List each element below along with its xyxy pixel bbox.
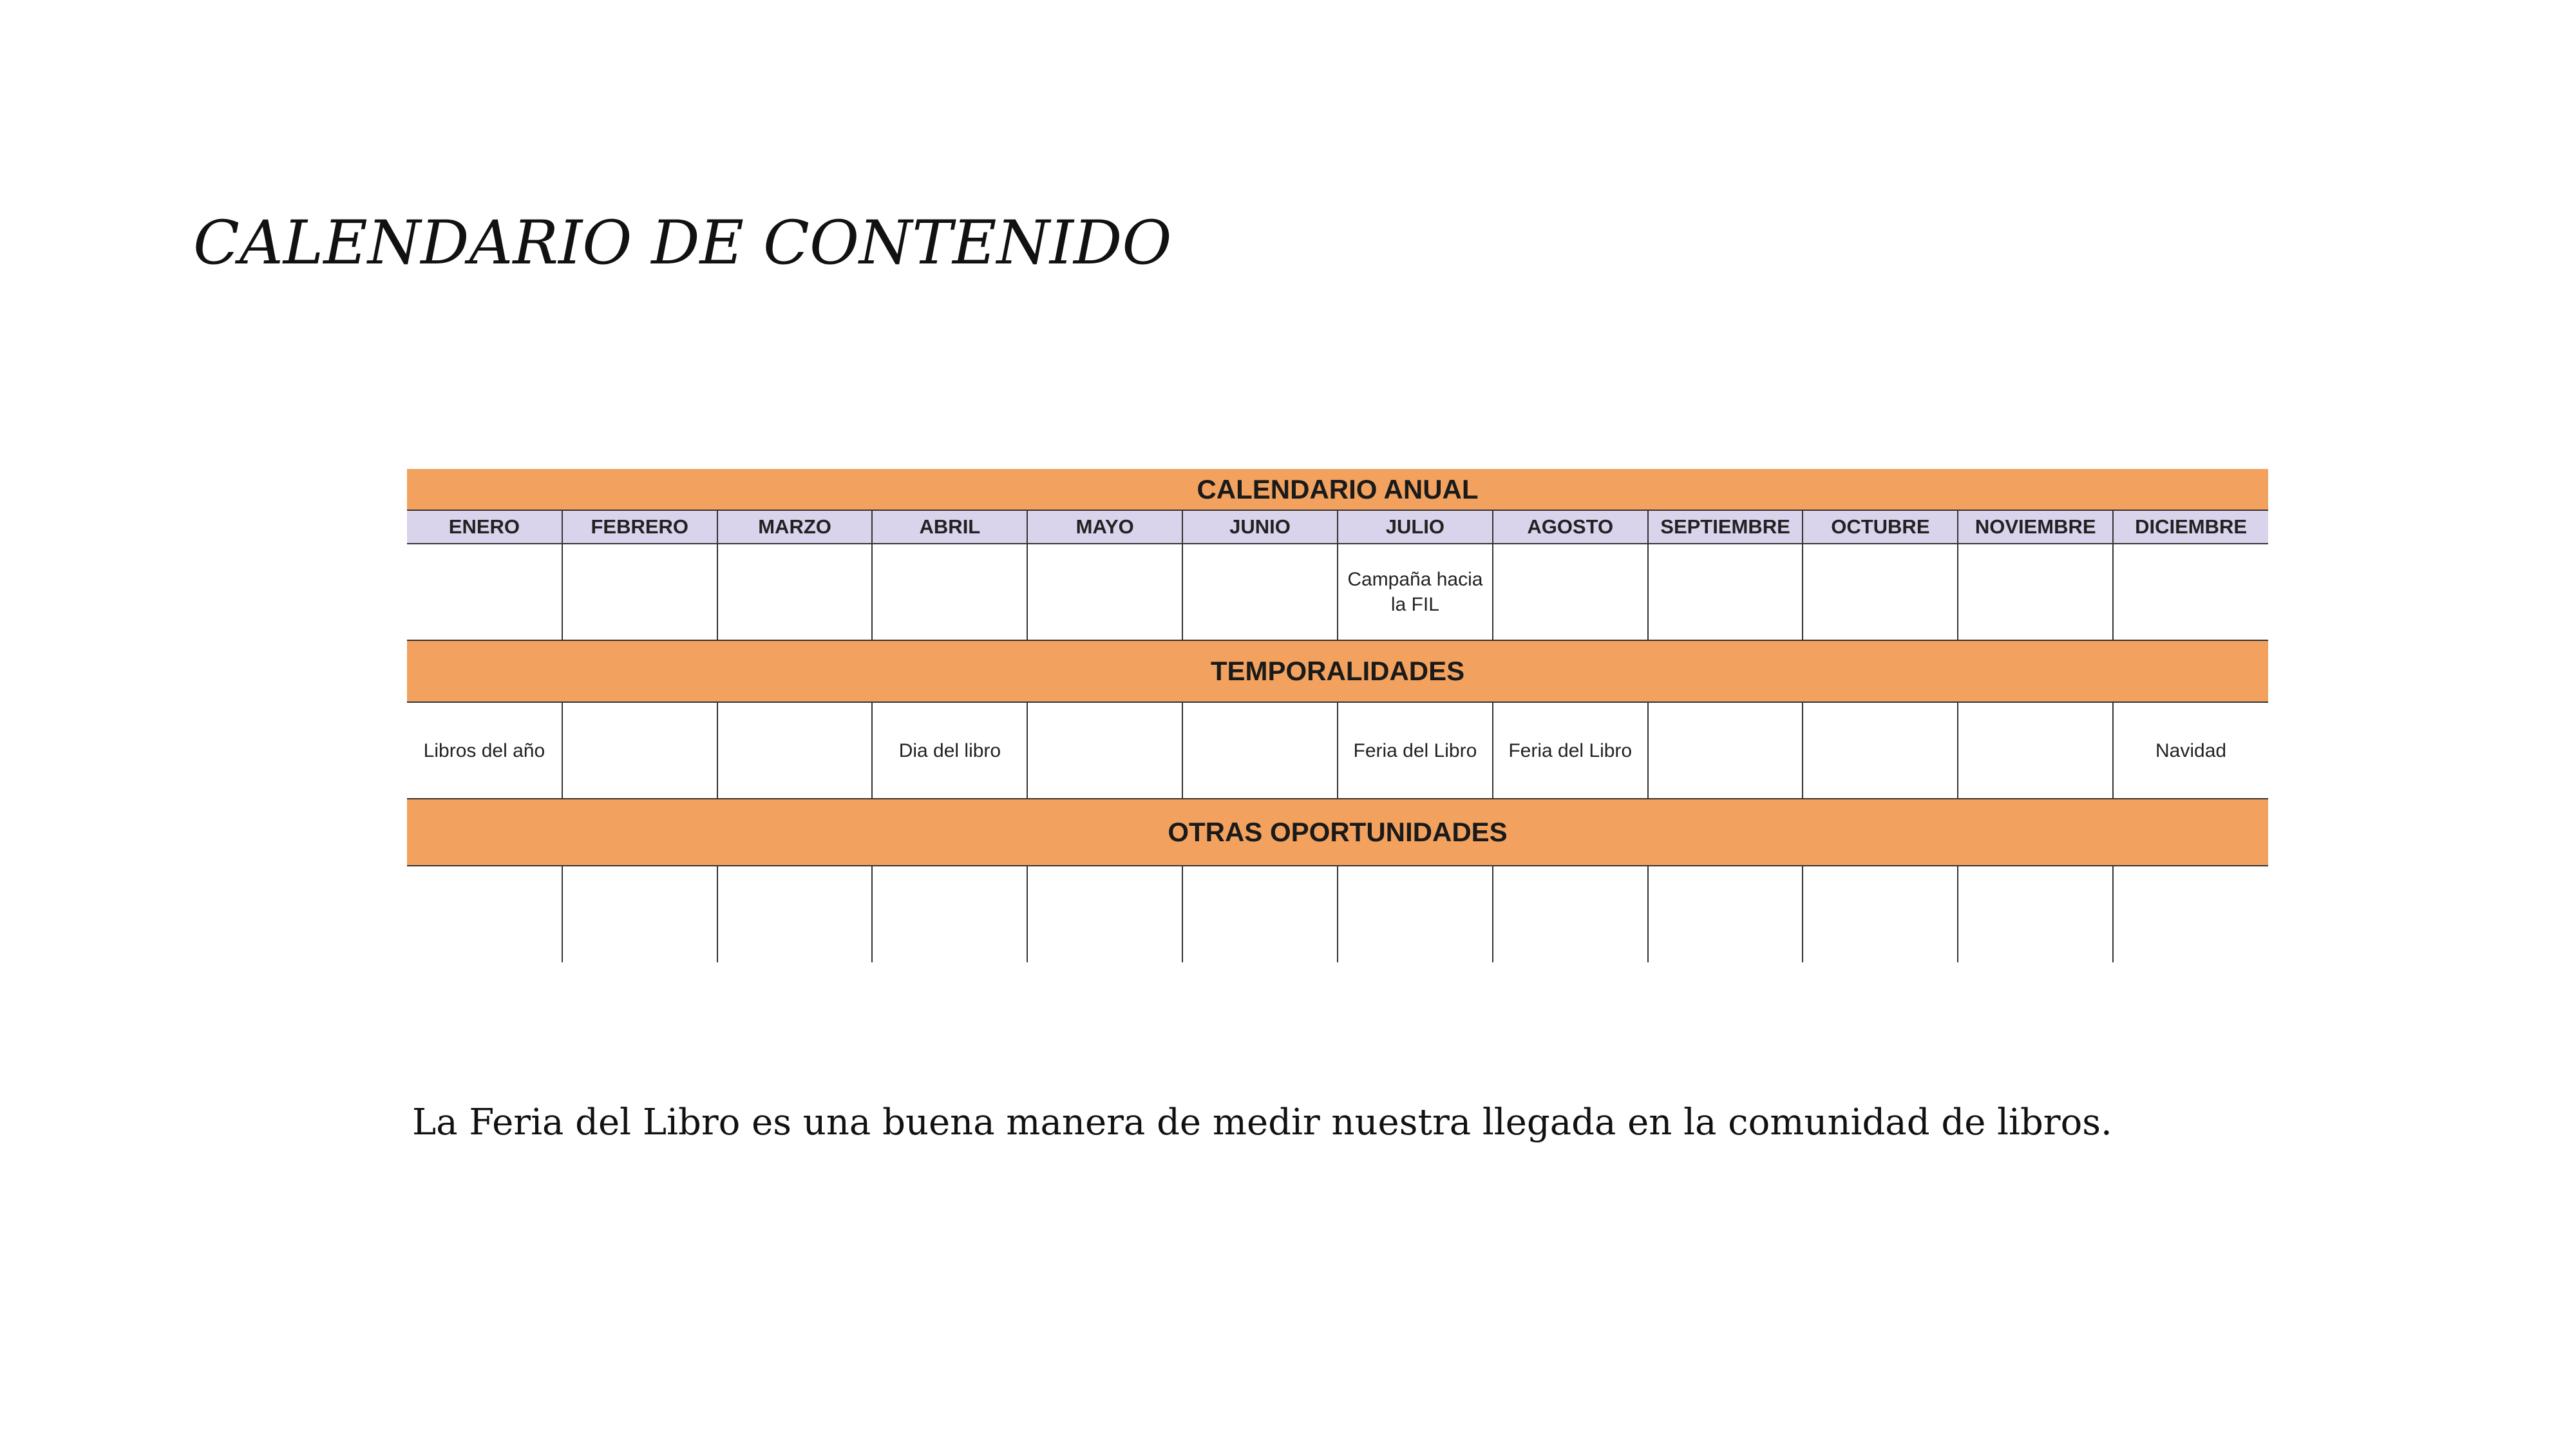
annual-cell [562,544,717,640]
seasonal-cell: Libros del año [407,702,562,799]
annual-cell [2113,544,2268,640]
month-header: OCTUBRE [1803,510,1958,544]
opportunities-cell [1338,866,1493,962]
seasonal-cell: Feria del Libro [1493,702,1648,799]
annual-cell [1027,544,1182,640]
opportunities-cell [872,866,1027,962]
month-header: JULIO [1338,510,1493,544]
opportunities-cell [717,866,873,962]
month-header: SEPTIEMBRE [1648,510,1803,544]
opportunities-cell [407,866,562,962]
annual-cell [1493,544,1648,640]
month-header: NOVIEMBRE [1958,510,2113,544]
seasonal-cell [1958,702,2113,799]
annual-calendar-table [407,469,2268,962]
opportunities-cell [562,866,717,962]
annual-content-row [407,544,2268,640]
seasonal-cell: Dia del libro [872,702,1027,799]
page-title: CALENDARIO DE CONTENIDO [193,208,1172,278]
page-caption: La Feria del Libro es una buena manera de medir nuestra llegada en la comunidad de libros. [412,1102,2112,1143]
month-header: MAYO [1027,510,1182,544]
opportunities-title-row [407,799,2268,866]
seasonal-cell: Navidad [2113,702,2268,799]
seasonal-content-row [407,702,2268,799]
month-header: JUNIO [1182,510,1338,544]
annual-cell [407,544,562,640]
annual-title-row [407,469,2268,510]
seasonal-cell [1027,702,1182,799]
opportunities-cell [1803,866,1958,962]
annual-cell [717,544,873,640]
seasonal-cell: Feria del Libro [1338,702,1493,799]
seasonal-cell [562,702,717,799]
opportunities-content-row [407,866,2268,962]
opportunities-cell [1027,866,1182,962]
opportunities-cell [1493,866,1648,962]
annual-cell [872,544,1027,640]
annual-cell: Campaña hacia la FIL [1338,544,1493,640]
annual-cell [1182,544,1338,640]
month-header: ABRIL [872,510,1027,544]
seasonal-title-row [407,640,2268,702]
annual-cell [1648,544,1803,640]
month-header: AGOSTO [1493,510,1648,544]
annual-cell [1958,544,2113,640]
opportunities-cell [1182,866,1338,962]
opportunities-cell [1648,866,1803,962]
annual-cell [1803,544,1958,640]
month-header: DICIEMBRE [2113,510,2268,544]
opportunities-title: OTRAS OPORTUNIDADES [407,799,2268,866]
opportunities-cell [2113,866,2268,962]
month-header-row [407,510,2268,544]
seasonal-cell [1182,702,1338,799]
month-header: ENERO [407,510,562,544]
opportunities-cell [1958,866,2113,962]
month-header: MARZO [717,510,873,544]
seasonal-cell [717,702,873,799]
month-header: FEBRERO [562,510,717,544]
seasonal-cell [1803,702,1958,799]
seasonal-title: TEMPORALIDADES [407,640,2268,702]
seasonal-cell [1648,702,1803,799]
annual-calendar-title: CALENDARIO ANUAL [407,469,2268,510]
